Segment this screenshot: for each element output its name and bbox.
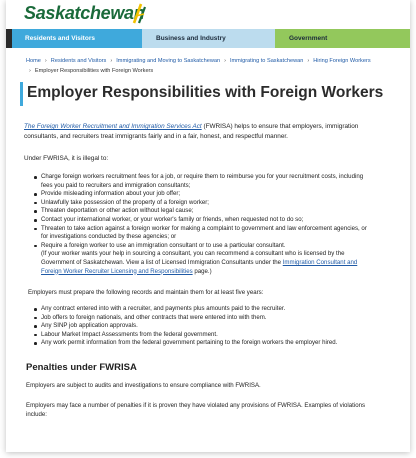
- intro-text: (FWRISA) helps to ensure that employers, immigration consultants, and recruiters treat immigrants fairly and in a fair, honest, and respectful manner.: [24, 123, 359, 140]
- wheat-icon: [131, 2, 147, 24]
- breadcrumb-current: Employer Responsibilities with Foreign Workers: [34, 68, 154, 74]
- breadcrumb-separator-icon: ›: [307, 58, 310, 64]
- fwrisa-act-link[interactable]: The Foreign Worker Recruitment and Immigration Services Act: [24, 123, 202, 130]
- consultant-licensing-link[interactable]: Immigration Consultant and Foreign Worker Recruiter Licensing and Responsibilities: [41, 258, 358, 275]
- breadcrumb-immigrating[interactable]: Immigrating to Saskatchewan: [229, 58, 304, 64]
- list-item: Any work permit information from the federal government pertaining to the foreign workers the employer hired.: [34, 339, 369, 348]
- list-item: Charge foreign workers recruitment fees for a job, or require them to reimburse you for your recruitment costs, including fees you paid to recruiters and immigration consultants;: [34, 173, 369, 190]
- intro-paragraph: [24, 122, 374, 142]
- site-logo[interactable]: Saskatchewan: [24, 3, 145, 23]
- illegal-intro: Under FWRISA, it is illegal to:: [24, 155, 109, 162]
- site-header: [6, 0, 410, 29]
- records-list: [34, 305, 369, 348]
- breadcrumb-home[interactable]: Home: [26, 58, 41, 64]
- breadcrumb-separator-icon: ›: [44, 58, 47, 64]
- breadcrumb-hiring[interactable]: Hiring Foreign Workers: [313, 58, 371, 64]
- list-item: Labour Market Impact Assessments from the federal government.: [34, 331, 369, 340]
- penalties-paragraph-1: Employers are subject to audits and investigations to ensure compliance with FWRISA.: [26, 382, 261, 389]
- tab-business-and-industry[interactable]: Business and Industry: [142, 29, 275, 48]
- list-item: Any SINP job application approvals.: [34, 322, 369, 331]
- breadcrumb: [26, 56, 410, 76]
- breadcrumb-separator-icon: ›: [29, 68, 31, 74]
- list-item: Threaten deportation or other action without legal cause;: [34, 207, 369, 216]
- page-frame: [6, 0, 410, 452]
- list-item: Job offers to foreign nationals, and other contracts that were entered into with them.: [34, 314, 369, 323]
- breadcrumb-immigrating-moving[interactable]: Immigrating and Moving to Saskatchewan: [116, 58, 221, 64]
- breadcrumb-residents[interactable]: Residents and Visitors: [50, 58, 107, 64]
- consultant-note: (If your worker wants your help in sourcing a consultant, you can recommend a consultant who is licensed by the Government of Saskatchewan. View a list of Licensed Immigration Consultants under the: [41, 250, 345, 266]
- breadcrumb-separator-icon: ›: [224, 58, 226, 64]
- list-item: Threaten to take action against a foreign worker for making a complaint to government and law enforcement agencies, or for investigations conducted by these agencies; or: [34, 225, 369, 242]
- list-item: Provide misleading information about your job offer;: [34, 190, 369, 199]
- list-item-consultant: [34, 242, 369, 276]
- records-intro: Employers must prepare the following records and maintain them for at least five years:: [28, 289, 264, 296]
- penalties-paragraph-2: Employers may face a number of penalties if it is proven they have violated any provisions of FWRISA. Examples of violations include:: [26, 402, 366, 418]
- breadcrumb-separator-icon: ›: [110, 58, 113, 64]
- main-nav: [6, 29, 410, 48]
- page-title: Employer Responsibilities with Foreign Workers: [27, 84, 384, 101]
- list-item: Contact your international worker, or your worker's family or friends, when requested not to do so;: [34, 216, 369, 225]
- list-item-text: Require a foreign worker to use an immigration consultant or to use a particular consultant.: [41, 241, 286, 249]
- list-item: Any contract entered into with a recruiter, and payments plus amounts paid to the recruiter.: [34, 305, 369, 314]
- illegal-list: [34, 173, 369, 276]
- list-item: Unlawfully take possession of the property of a foreign worker;: [34, 199, 369, 208]
- tab-government[interactable]: Government: [275, 29, 410, 48]
- penalties-heading: Penalties under FWRISA: [26, 362, 137, 373]
- consultant-note-end: page.): [192, 267, 212, 275]
- tab-residents-and-visitors[interactable]: Residents and Visitors: [12, 29, 142, 48]
- title-accent: [20, 82, 383, 106]
